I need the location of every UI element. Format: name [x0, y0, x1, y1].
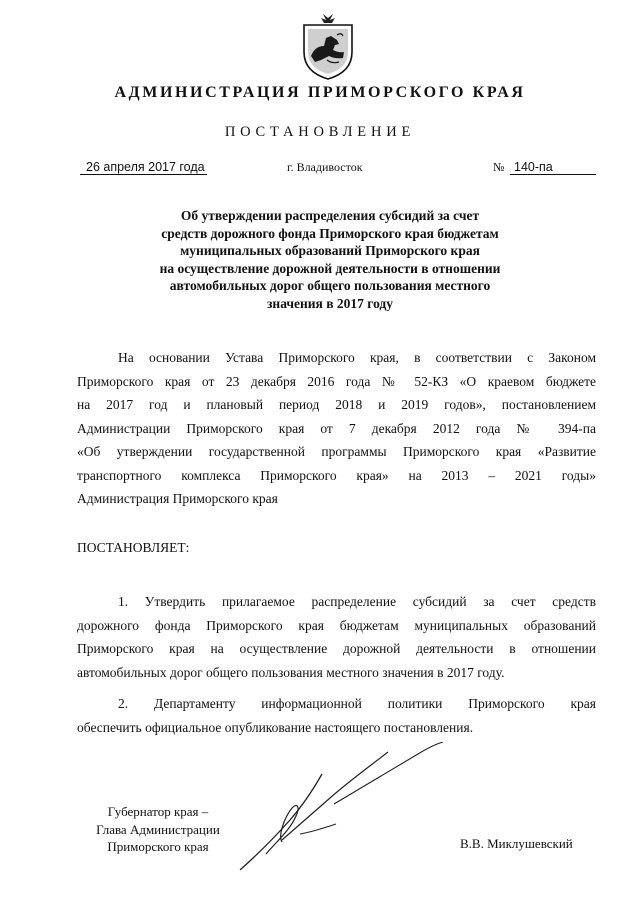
- signatory-position-line: Приморского края: [107, 839, 209, 854]
- decree-word: ПОСТАНОВЛЯЕТ:: [77, 540, 190, 555]
- document-city: г. Владивосток: [287, 160, 363, 174]
- title-line: автомобильных дорог общего пользования местного: [169, 278, 491, 294]
- item-2-line: 2. Департаменту информационной политики Приморского края: [118, 696, 596, 711]
- item-1-line: 1. Утвердить прилагаемое распределение субсидий за счет средств: [118, 594, 596, 609]
- preamble-line: «Об утверждении государственной программы Приморского края «Развитие: [77, 444, 596, 459]
- item-2-paragraph: [77, 692, 596, 739]
- item-1-line: дорожного фонда Приморского края бюджетам муниципальных образований: [77, 617, 596, 633]
- title-line: средств дорожного фонда Приморского края бюджетам: [161, 225, 499, 241]
- item-1-line: Приморского края на осуществление дорожной деятельности в отношении: [77, 641, 596, 656]
- signatory-position: [78, 803, 238, 856]
- document-date: 26 апреля 2017 года: [80, 160, 207, 175]
- title-line: на осуществление дорожной деятельности в отношении: [159, 260, 501, 276]
- preamble-line: транспортного комплекса Приморского края» на 2013 – 2021 годы»: [77, 467, 596, 483]
- preamble-line: на 2017 год и плановый период 2018 и 2019 годов», постановлением: [77, 397, 596, 412]
- item-1-paragraph: [77, 590, 596, 684]
- organization-name: АДМИНИСТРАЦИЯ ПРИМОРСКОГО КРАЯ: [114, 84, 526, 101]
- preamble-line: Администрация Приморского края: [77, 491, 278, 506]
- signatory-position-line: Губернатор края –: [107, 804, 209, 819]
- preamble-paragraph: [77, 346, 596, 511]
- handwritten-signature: [238, 742, 453, 877]
- item-1-line: автомобильных дорог общего пользования местного значения в 2017 году.: [77, 664, 505, 680]
- document-number-label: №: [493, 160, 505, 174]
- document-number: 140-па: [510, 160, 596, 175]
- signatory-position-line: Глава Администрации: [96, 821, 220, 837]
- signatory-name: В.В. Миклушевский: [460, 836, 573, 851]
- title-line: значения в 2017 году: [266, 295, 394, 311]
- title-line: Об утверждении распределения субсидий за счет: [180, 208, 480, 223]
- preamble-line: Приморского края от 23 декабря 2016 года № 52-КЗ «О краевом бюджете: [77, 373, 596, 389]
- title-line: муниципальных образований Приморского края: [180, 243, 480, 259]
- preamble-line: На основании Устава Приморского края, в соответствии с Законом: [118, 350, 596, 365]
- coat-of-arms-icon: [299, 12, 357, 80]
- preamble-line: Администрации Приморского края от 7 декабря 2012 года № 394-па: [77, 420, 596, 436]
- document-type: ПОСТАНОВЛЕНИЕ: [224, 124, 416, 140]
- item-2-line: обеспечить официальное опубликование настоящего постановления.: [77, 719, 474, 735]
- document-title: [130, 207, 530, 313]
